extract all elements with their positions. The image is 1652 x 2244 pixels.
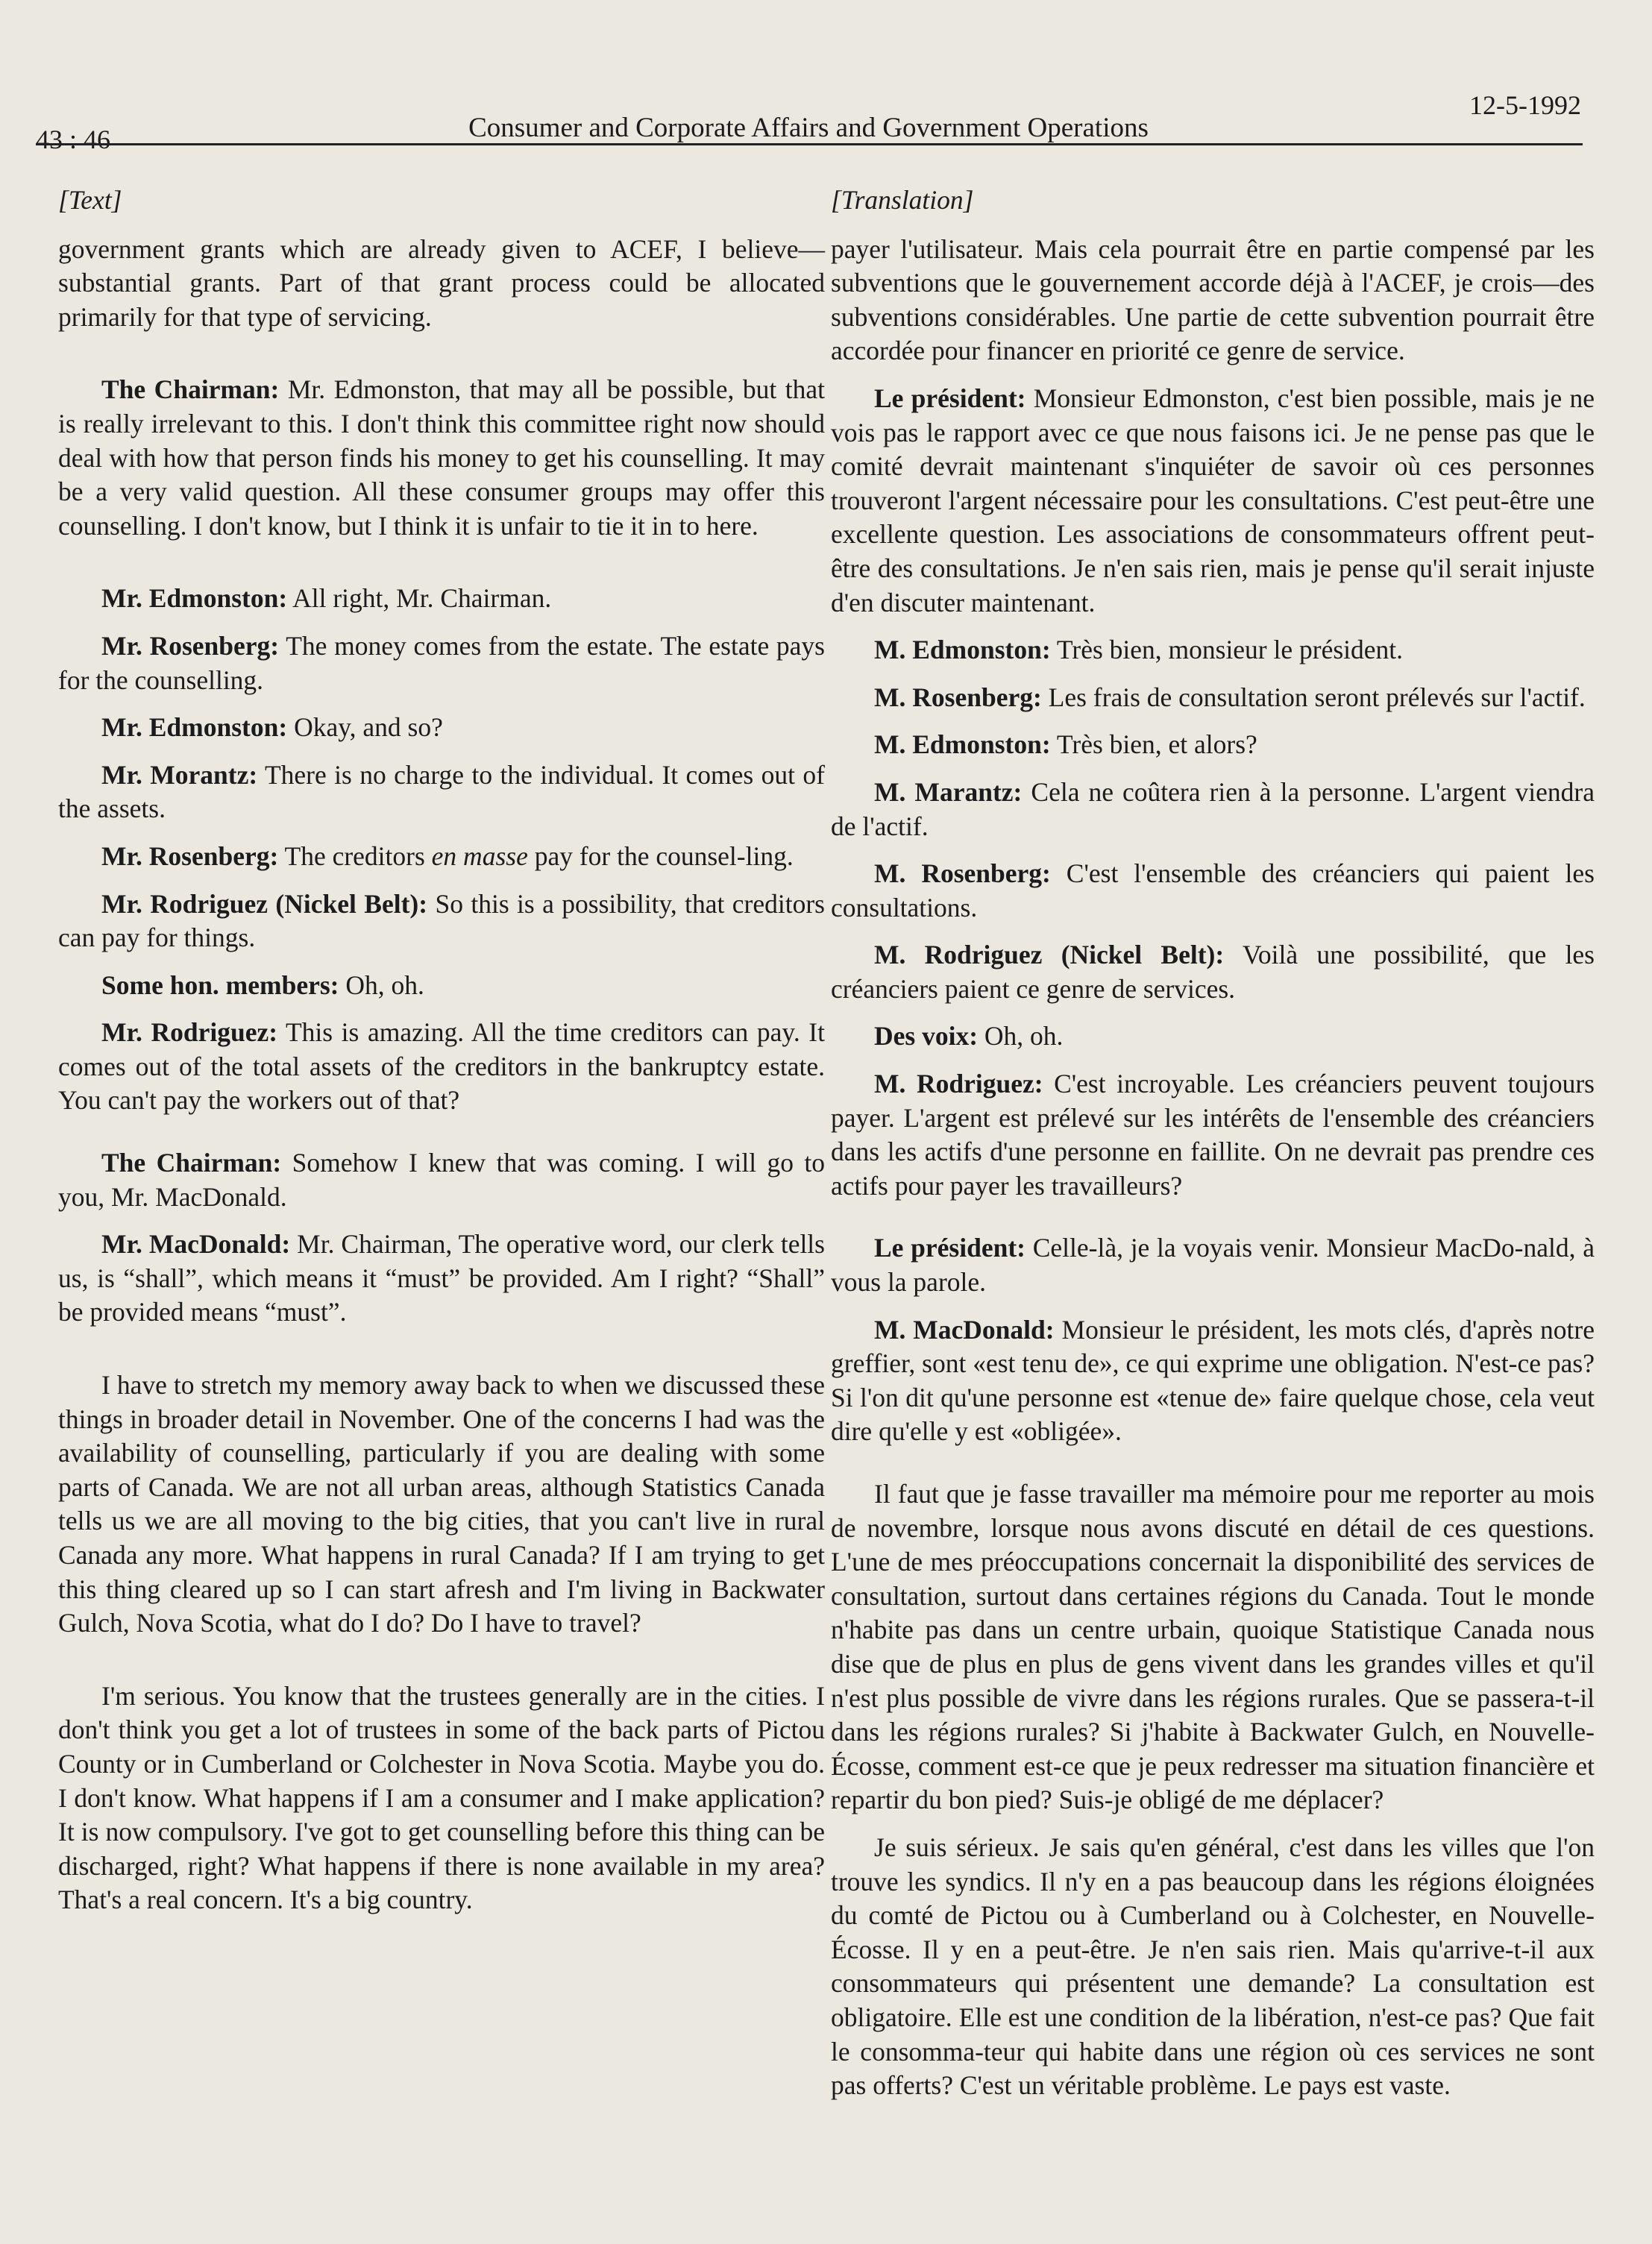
paragraph: Mr. Edmonston: Okay, and so? [101, 712, 443, 743]
paragraph: M. Rosenberg: Les frais de consultation seront prélevés sur l'actif. [874, 682, 1586, 712]
speaker: M. Edmonston: [874, 635, 1051, 665]
speaker: The Chairman: [101, 1148, 282, 1178]
paragraph: Mr. MacDonald: Mr. Chairman, The operative word, our clerk tells us, is “shall”, which means it “must” be provided. Am I right? “Shall” be provided means “must”. [58, 1229, 825, 1327]
speaker: Some hon. members: [101, 969, 339, 1000]
paragraph: Mr. Rosenberg: The money comes from the estate. The estate pays for the counselling. [58, 630, 825, 695]
paragraph: M. Rosenberg: C'est l'ensemble des créanciers qui paient les consultations. [831, 858, 1595, 923]
speaker: Mr. MacDonald: [101, 1229, 291, 1260]
page-date: 12-5-1992 [1469, 90, 1581, 120]
paragraph: The Chairman: Mr. Edmonston, that may all be possible, but that is really irrelevant to this. I don't think this committee right now should deal with how that person finds his money to get his counselling. It may be a very valid question. All these consumer groups may offer this counselling. I don't know, but I think it is unfair to tie it in to here. [58, 374, 825, 541]
speaker: Mr. Rosenberg: [101, 840, 279, 871]
speaker: M. Marantz: [874, 776, 1023, 807]
paragraph: Je suis sérieux. Je sais qu'en général, c'est dans les villes que l'on trouve les syndics. Il n'y en a pas beaucoup dans les régions éloignées du comté de Pictou ou à Cumberland ou à Colchester, en Nouvelle-Écosse. Il y en a peut-être. Je n'en sais rien. Mais qu'arrive-t-il aux consommateurs qui présentent une demande? La consultation est obligatoire. Elle est une condition de la libération, n'est-ce pas? Que fait le consomma-teur qui habite dans une région où ces services ne sont pas offerts? C'est un véritable problème. Le pays est vaste. [831, 1832, 1595, 2101]
speaker: M. Rodriguez (Nickel Belt): [874, 940, 1225, 970]
running-title: Consumer and Corporate Affairs and Government Operations [468, 113, 1149, 143]
speaker: M. Rosenberg: [874, 858, 1051, 889]
paragraph: I have to stretch my memory away back to when we discussed these things in broader detail in November. One of the concerns I had was the availability of counselling, particularly if you are dealing with some parts of Canada. We are not all urban areas, although Statistics Canada tells us we are all moving to the big cities, that you can't live in rural Canada any more. What happens in rural Canada? If I am trying to get this thing cleared up so I can start afresh and I'm living in Backwater Gulch, Nova Scotia, what do I do? Do I have to travel? [58, 1370, 825, 1638]
speaker: Mr. Rodriguez (Nickel Belt): [101, 888, 428, 919]
speaker: M. Rosenberg: [874, 682, 1042, 712]
paragraph: payer l'utilisateur. Mais cela pourrait être en partie compensé par les subventions que le gouvernement accorde déjà à l'ACEF, je crois—des subventions considérables. Une partie de cette subvention pourrait être accordée pour financer en priorité ce genre de service. [831, 233, 1595, 366]
speaker: Mr. Rodriguez: [101, 1017, 278, 1048]
paragraph: Il faut que je fasse travailler ma mémoire pour me reporter au mois de novembre, lorsque nous avons discuté en détail de ces questions. L'une de mes préoccupations concernait la disponibilité des services de consultation, surtout dans certaines régions du Canada. Tout le monde n'habite pas dans un centre urbain, quoique Statistique Canada nous dise que de plus en plus de gens vivent dans les grandes villes et qu'il n'est plus possible de vivre dans les régions rurales. Que se passera-t-il dans les régions rurales? Si j'habite à Backwater Gulch, en Nouvelle-Écosse, comment est-ce que je peux redresser ma situation financière et repartir du bon pied? Suis-je obligé de me déplacer? [831, 1479, 1595, 1815]
speaker: Mr. Rosenberg: [101, 630, 280, 661]
paragraph: M. Edmonston: Très bien, et alors? [874, 729, 1257, 760]
paragraph: Le président: Monsieur Edmonston, c'est bien possible, mais je ne vois pas le rapport avec ce que nous faisons ici. Je ne pense pas que le comité devrait maintenant s'inquiéter de savoir où ces personnes trouveront l'argent nécessaire pour les consultations. C'est peut-être une excellente question. Les associations de consommateurs offrent peut-être des consultations. Je n'en sais rien, mais je pense qu'il serait injuste d'en discuter maintenant. [831, 383, 1595, 617]
page-header [36, 81, 1581, 154]
paragraph: Le président: Celle-là, je la voyais venir. Monsieur MacDo-nald, à vous la parole. [831, 1233, 1595, 1298]
paragraph: Mr. Morantz: There is no charge to the individual. It comes out of the assets. [58, 759, 825, 824]
speaker: Des voix: [874, 1021, 979, 1052]
column-label: [Translation] [831, 185, 974, 215]
header-rule [36, 143, 1583, 145]
paragraph: The Chairman: Somehow I knew that was coming. I will go to you, Mr. MacDonald. [58, 1148, 825, 1212]
speaker: Mr. Edmonston: [101, 583, 288, 614]
paragraph: M. MacDonald: Monsieur le président, les mots clés, d'après notre greffier, sont «est tenu de», ce qui exprime une obligation. N'est-ce pas? Si l'on dit qu'une personne est «tenue de» faire quelque chose, cela veut dire qu'elle y est «obligée». [831, 1314, 1595, 1447]
speaker: The Chairman: [101, 374, 280, 405]
paragraph: Mr. Edmonston: All right, Mr. Chairman. [101, 583, 552, 614]
paragraph: Some hon. members: Oh, oh. [101, 969, 424, 1000]
speaker: Le président: [874, 1233, 1026, 1263]
speaker: M. MacDonald: [874, 1314, 1055, 1345]
paragraph: I'm serious. You know that the trustees generally are in the cities. I don't think you get a lot of trustees in some of the back parts of Pictou County or in Cumberland or Colchester in Nova Scotia. Maybe you do. I don't know. What happens if I am a consumer and I make application? It is now compulsory. I've got to get counselling before this thing can be discharged, right? What happens if there is none available in my area? That's a real concern. It's a big country. [58, 1680, 825, 1915]
english-column [58, 183, 825, 1917]
french-column [831, 183, 1595, 2103]
paragraph: M. Marantz: Cela ne coûtera rien à la personne. L'argent viendra de l'actif. [831, 776, 1595, 841]
paragraph: M. Edmonston: Très bien, monsieur le président. [874, 635, 1404, 665]
paragraph: Mr. Rosenberg: The creditors en masse pay for the counsel-ling. [101, 840, 794, 871]
paragraph: M. Rodriguez: C'est incroyable. Les créanciers peuvent toujours payer. L'argent est prélevé sur les intérêts de l'ensemble des créanciers dans les actifs d'une personne en faillite. On ne devrait pas prendre ces actifs pour payer les travailleurs? [831, 1069, 1595, 1201]
page-number: 43 : 46 [36, 125, 111, 154]
paragraph: government grants which are already given to ACEF, I believe—substantial grants. Part of that grant process could be allocated primarily for that type of servicing. [58, 233, 825, 332]
paragraph: Des voix: Oh, oh. [874, 1021, 1064, 1052]
speaker: M. Rodriguez: [874, 1069, 1043, 1099]
speaker: Le président: [874, 383, 1026, 413]
speaker: Mr. Morantz: [101, 759, 258, 790]
paragraph: Mr. Rodriguez (Nickel Belt): So this is a possibility, that creditors can pay for things. [58, 888, 826, 953]
paragraph: Mr. Rodriguez: This is amazing. All the time creditors can pay. It comes out of the total assets of the creditors in the bankruptcy estate. You can't pay the workers out of that? [58, 1017, 825, 1116]
paragraph: M. Rodriguez (Nickel Belt): Voilà une possibilité, que les créanciers paient ce genre de services. [831, 940, 1595, 1004]
speaker: M. Edmonston: [874, 729, 1051, 760]
speaker: Mr. Edmonston: [101, 712, 288, 743]
column-label: [Text] [58, 185, 122, 215]
